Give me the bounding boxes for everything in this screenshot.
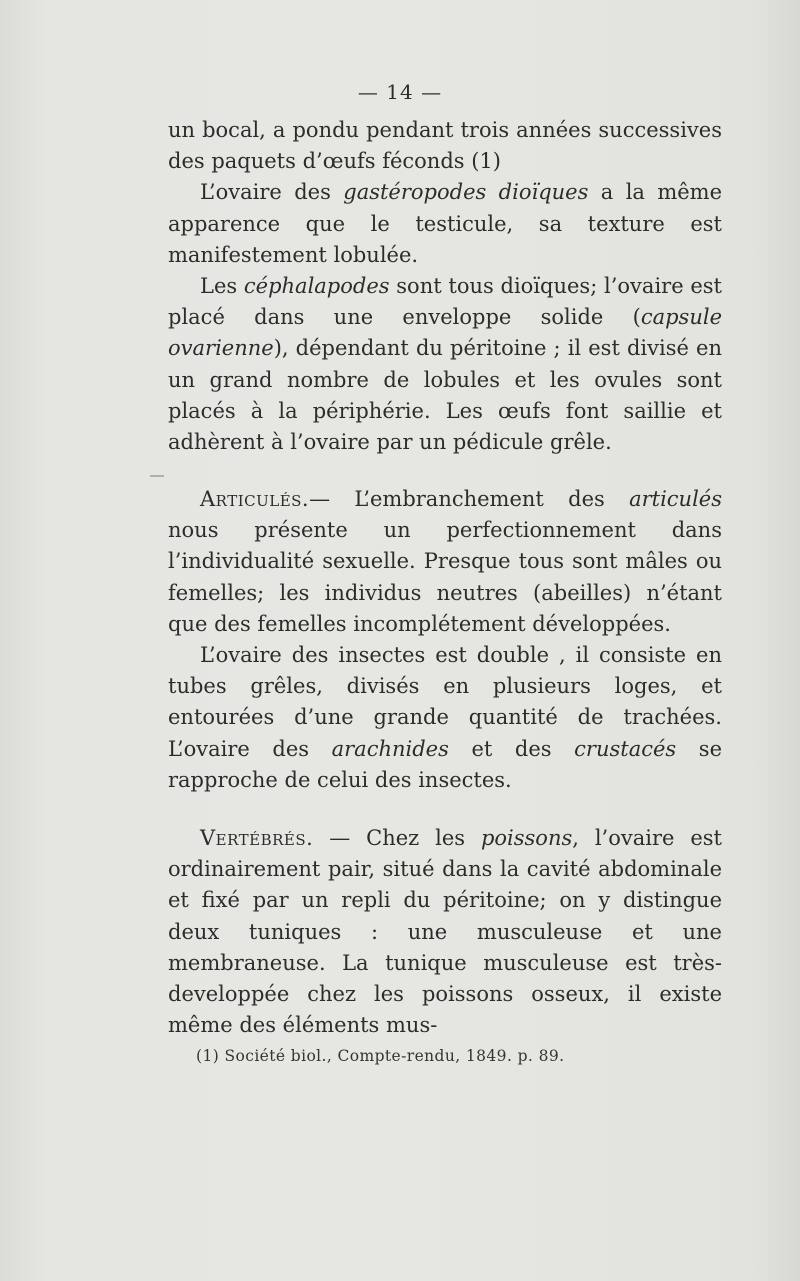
text-run: sont tous dioïques; l’ovaire est placé dans une enveloppe solide (	[168, 274, 723, 330]
text-block-vertebres	[168, 823, 722, 1041]
text-block-molluscs	[168, 115, 722, 458]
text-run: — L’embranchement des	[309, 487, 630, 511]
italic-term: capsule ovarienne	[168, 305, 722, 361]
text-run: ), dépendant du péritoine ; il est divisé en un grand nombre de lobules et les ovules sont placés à la périphérie. Les œufs font saillie et adhèrent à l’ovaire par un pédicule grêle.	[168, 336, 722, 455]
text-run: L’ovaire des insectes est double , il consiste en tubes grêles, divisés en plusieurs loges, et entourées d’une grande quantité de trachées. L’ovaire des	[168, 643, 722, 761]
page-number: — 14 —	[357, 80, 443, 104]
section-heading: Vertébrés.	[200, 826, 314, 850]
paragraph-articules	[168, 484, 722, 640]
footnote: (1) Société biol., Compte-rendu, 1849. p. 89.	[196, 1047, 565, 1065]
paragraph-gasteropodes	[168, 177, 722, 271]
text-run: , l’ovaire est ordinairement pair, situé dans la cavité abdominale et fixé par un repli du péritoine; on y distingue deux tuniques : une musculeuse et une membraneuse. La tunique musculeuse est très-developpée chez les poissons osseux, il existe même des éléments mus-	[168, 826, 722, 1038]
paragraph-vertebres	[168, 823, 722, 1041]
italic-term: céphalapodes	[243, 274, 390, 299]
text-run: a la même apparence que le testicule, sa texture est manifestement lobulée.	[168, 180, 723, 267]
italic-term: poissons	[480, 826, 573, 850]
text-run: Les	[200, 274, 244, 299]
text-run: et des	[448, 736, 575, 761]
italic-term: crustacés	[574, 736, 677, 761]
italic-term: arachnides	[331, 736, 449, 761]
italic-term: gastéropodes dioïques	[343, 180, 589, 205]
paragraph-insectes	[168, 640, 722, 796]
text-run: nous présente un perfectionnement dans l’individualité sexuelle. Presque tous sont mâles ou femelles; les individus neutres (abeilles) n’étant que des femelles incomplétement développées.	[168, 518, 722, 636]
text-run: se rapproche de celui des insectes.	[168, 736, 722, 792]
section-heading: Articulés.	[200, 487, 310, 511]
text-run: L’ovaire des	[200, 180, 344, 205]
paragraph-cephalapodes	[168, 271, 722, 458]
margin-mark	[150, 475, 164, 477]
text-run: — Chez les	[313, 826, 481, 850]
paragraph-bocal: un bocal, a pondu pendant trois années successives des paquets d’œufs féconds (1)	[168, 118, 722, 174]
italic-term: articulés	[629, 487, 722, 511]
text-block-articules	[168, 484, 722, 796]
